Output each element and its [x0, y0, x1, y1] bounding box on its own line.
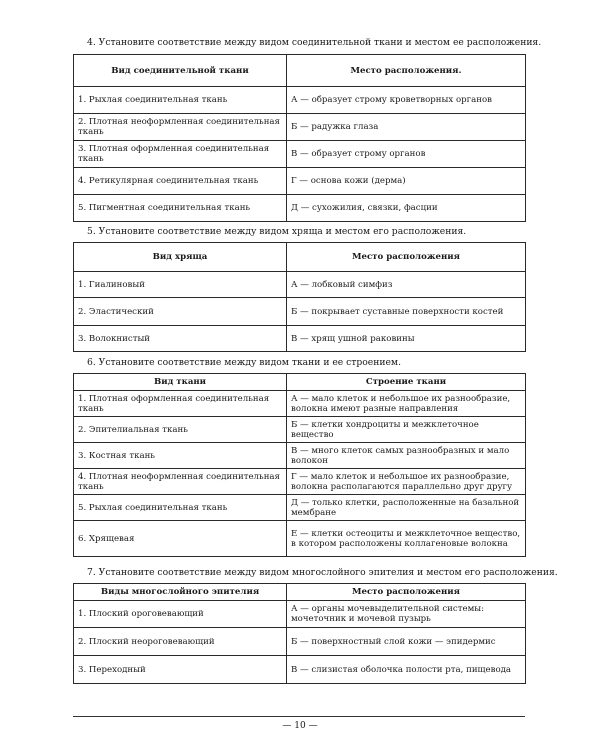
table-cell: 3. Костная ткань: [74, 443, 287, 469]
table-cell: Б — клетки хондроциты и межклеточное вещество: [287, 417, 526, 443]
table-row: [74, 391, 526, 417]
table-cell: В — много клеток самых разнообразных и мало волокон: [287, 443, 526, 469]
table-row: [74, 628, 526, 656]
table-cell: 3. Плотная оформленная соединительная ткань: [74, 141, 287, 168]
table-row: [74, 656, 526, 684]
table-cell: 5. Рыхлая соединительная ткань: [74, 495, 287, 521]
table-cell: Б — радужка глаза: [287, 114, 526, 141]
table-cell: 2. Эпителиальная ткань: [74, 417, 287, 443]
task-title: 7. Установите соответствие между видом многослойного эпителия и местом его расположения.: [87, 567, 558, 578]
table-cell: 1. Плотная оформленная соединительная ткань: [74, 391, 287, 417]
task-title: 5. Установите соответствие между видом хряща и местом его расположения.: [87, 226, 467, 237]
table-cell: А — органы мочевыделительной системы: мочеточник и мочевой пузырь: [287, 601, 526, 628]
table-cell: В — слизистая оболочка полости рта, пищевода: [287, 656, 526, 684]
table-cell: 2. Плотная неоформленная соединительная ткань: [74, 114, 287, 141]
column-header: Вид ткани: [74, 374, 287, 391]
task-title: 4. Установите соответствие между видом соединительной ткани и местом ее расположения.: [87, 37, 542, 48]
matching-table: [73, 583, 526, 684]
table-cell: Г — мало клеток и небольшое их разнообразие, волокна располагаются параллельно друг другу: [287, 469, 526, 495]
matching-table: [73, 54, 526, 222]
table-header-row: [74, 374, 526, 391]
table-cell: Д — сухожилия, связки, фасции: [287, 195, 526, 222]
table-row: [74, 298, 526, 326]
table-row: [74, 87, 526, 114]
table-row: [74, 168, 526, 195]
table-cell: А — образует строму кроветворных органов: [287, 87, 526, 114]
table-cell: А — мало клеток и небольшое их разнообразие, волокна имеют разные направления: [287, 391, 526, 417]
table-row: [74, 326, 526, 352]
column-header: Строение ткани: [287, 374, 526, 391]
table-cell: 1. Рыхлая соединительная ткань: [74, 87, 287, 114]
table-cell: Б — поверхностный слой кожи — эпидермис: [287, 628, 526, 656]
table-row: [74, 272, 526, 298]
table-cell: 4. Ретикулярная соединительная ткань: [74, 168, 287, 195]
matching-table: [73, 242, 526, 352]
table-row: [74, 495, 526, 521]
task-title: 6. Установите соответствие между видом ткани и ее строением.: [87, 357, 401, 368]
table-cell: 2. Плоский неороговевающий: [74, 628, 287, 656]
column-header: Место расположения.: [287, 55, 526, 87]
column-header: Вид хряща: [74, 243, 287, 272]
table-cell: В — хрящ ушной раковины: [287, 326, 526, 352]
table-cell: А — лобковый симфиз: [287, 272, 526, 298]
page-number: — 10 —: [282, 721, 318, 731]
table-row: [74, 417, 526, 443]
table-row: [74, 114, 526, 141]
table-header-row: [74, 243, 526, 272]
table-cell: В — образует строму органов: [287, 141, 526, 168]
table-row: [74, 521, 526, 557]
column-header: Виды многослойного эпителия: [74, 584, 287, 601]
table-cell: 4. Плотная неоформленная соединительная ткань: [74, 469, 287, 495]
column-header: Место расположения: [287, 584, 526, 601]
table-row: [74, 443, 526, 469]
table-cell: Е — клетки остеоциты и межклеточное вещество, в котором расположены коллагеновые волокна: [287, 521, 526, 557]
table-cell: 2. Эластический: [74, 298, 287, 326]
table-cell: Д — только клетки, расположенные на базальной мембране: [287, 495, 526, 521]
table-cell: 6. Хрящевая: [74, 521, 287, 557]
table-row: [74, 601, 526, 628]
footer-divider: [73, 716, 525, 717]
table-cell: Г — основа кожи (дерма): [287, 168, 526, 195]
table-row: [74, 195, 526, 222]
table-cell: Б — покрывает суставные поверхности костей: [287, 298, 526, 326]
column-header: Место расположения: [287, 243, 526, 272]
matching-table: [73, 373, 526, 557]
table-row: [74, 141, 526, 168]
table-cell: 5. Пигментная соединительная ткань: [74, 195, 287, 222]
table-cell: 3. Переходный: [74, 656, 287, 684]
table-cell: 1. Плоский ороговевающий: [74, 601, 287, 628]
table-header-row: [74, 584, 526, 601]
table-cell: 1. Гиалиновый: [74, 272, 287, 298]
table-cell: 3. Волокнистый: [74, 326, 287, 352]
column-header: Вид соединительной ткани: [74, 55, 287, 87]
table-header-row: [74, 55, 526, 87]
table-row: [74, 469, 526, 495]
